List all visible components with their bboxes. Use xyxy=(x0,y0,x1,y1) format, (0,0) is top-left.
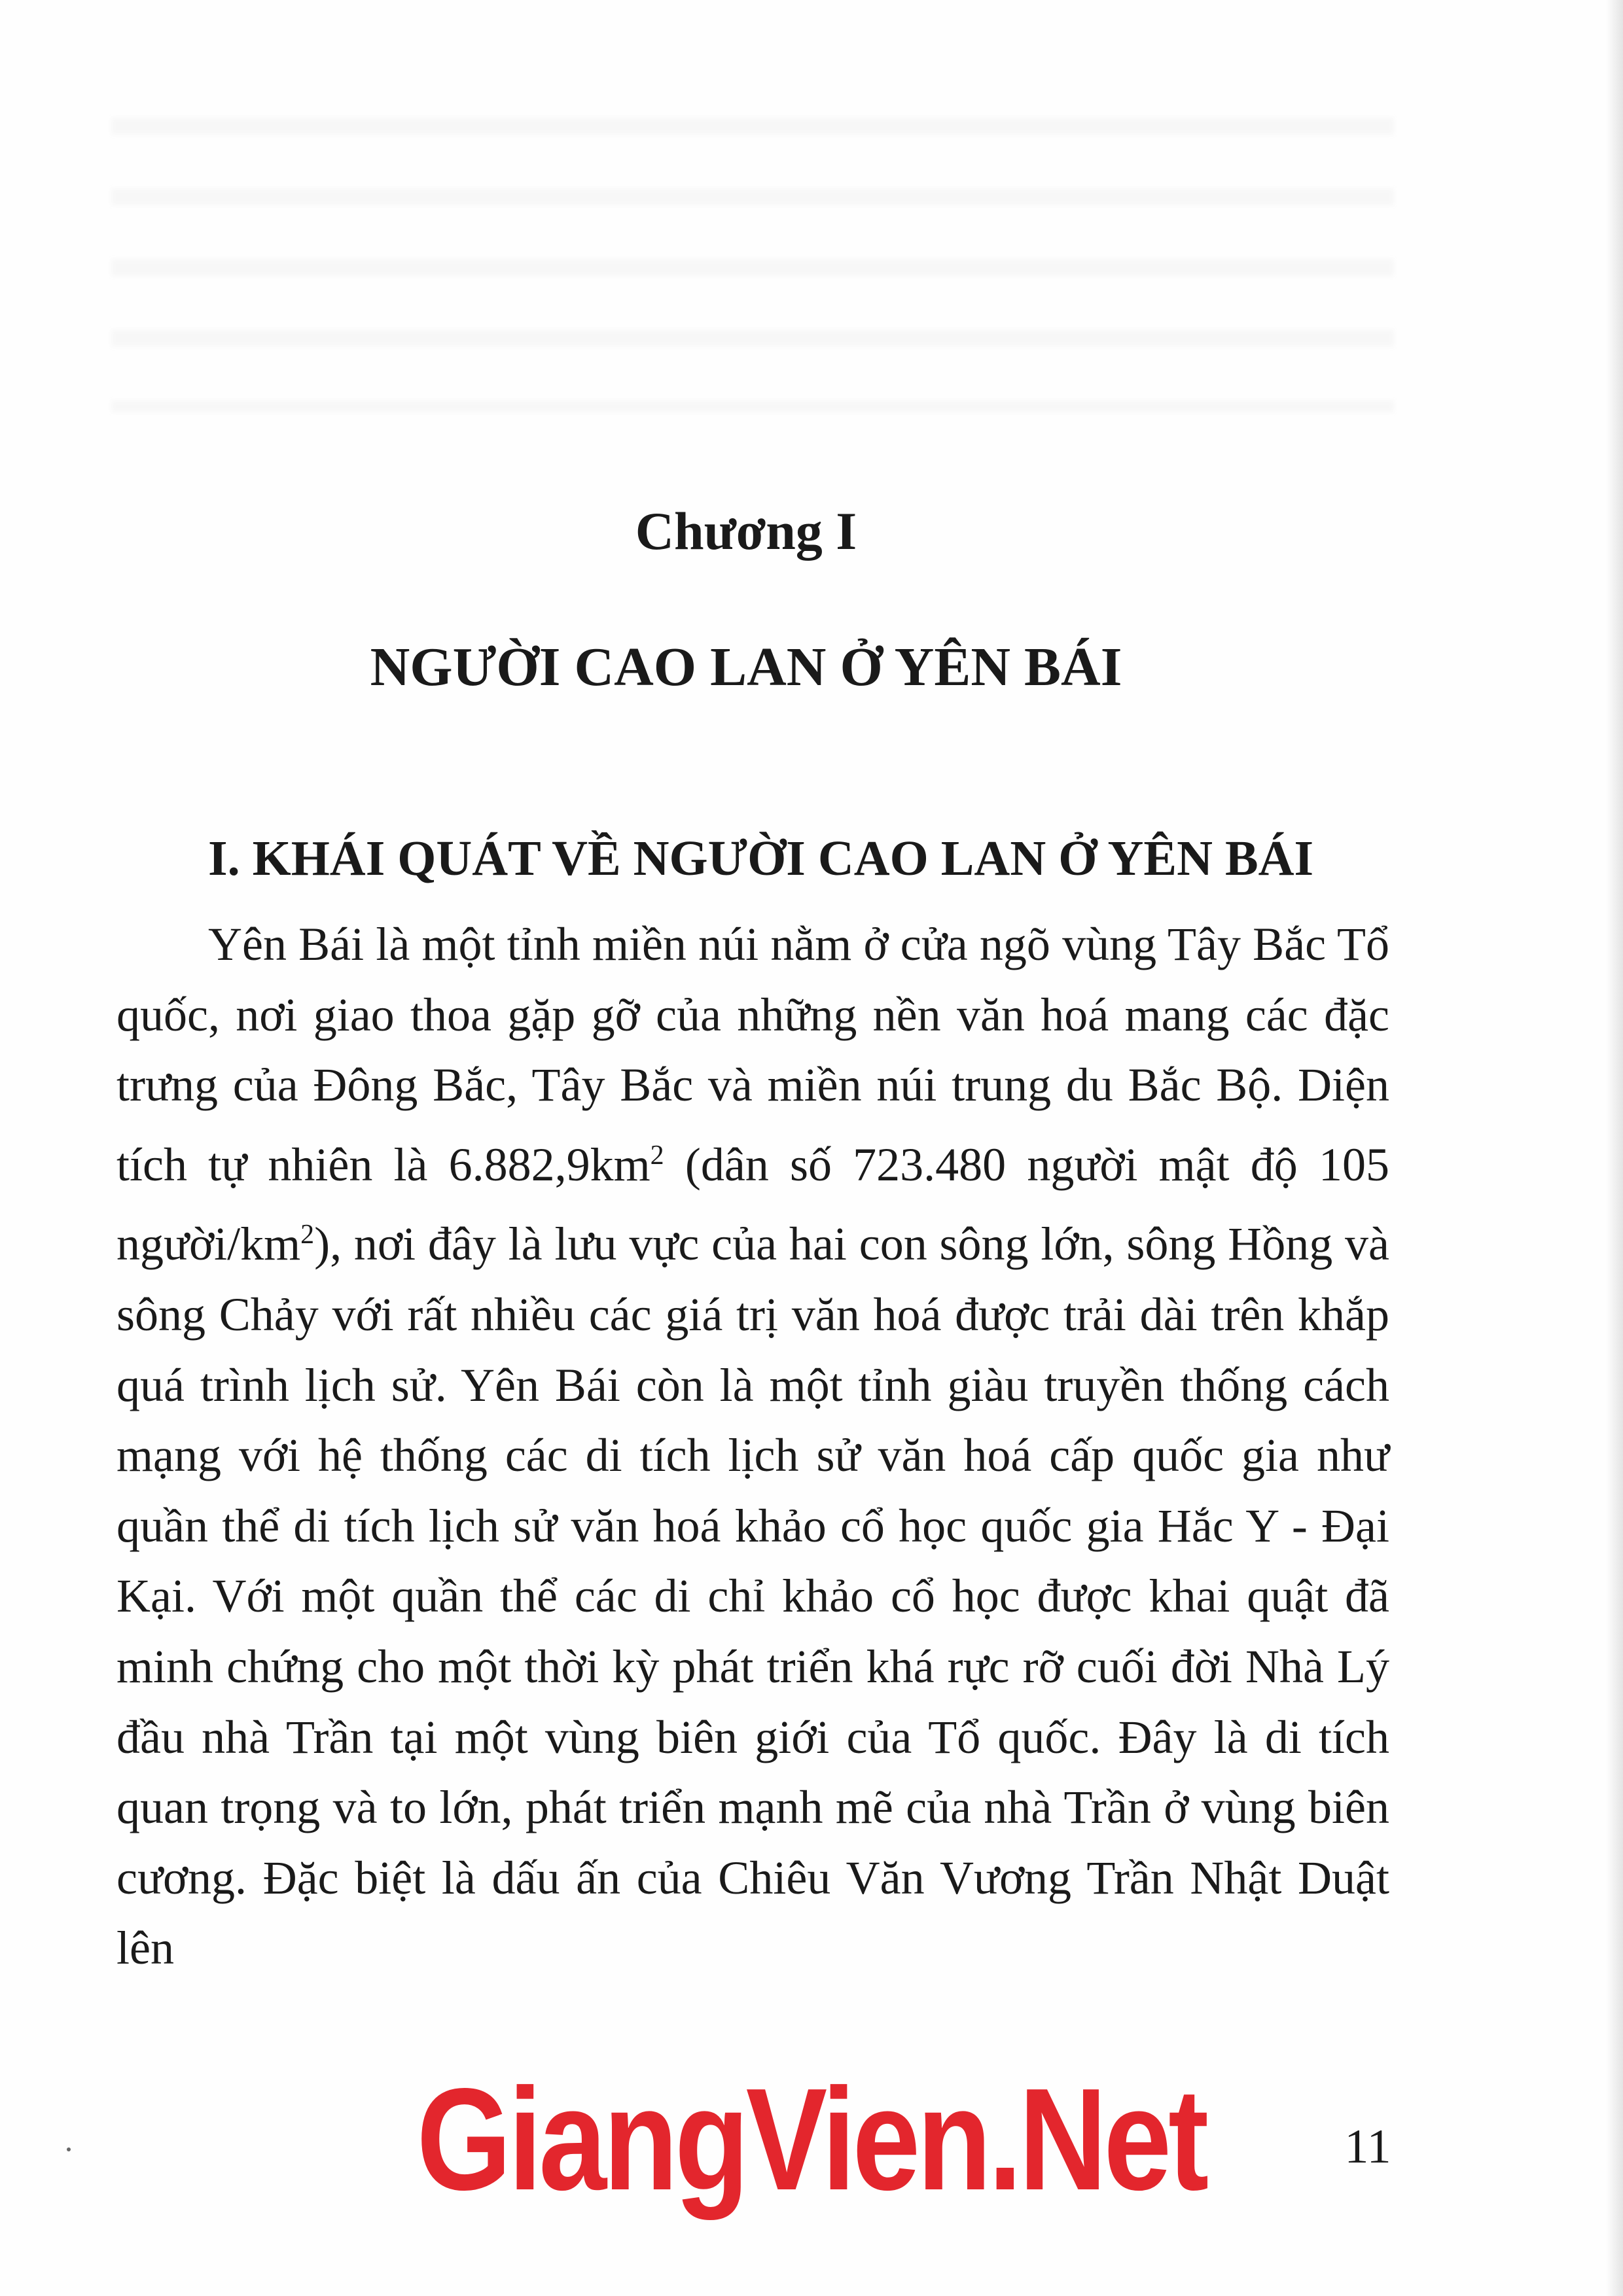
section-heading: I. KHÁI QUÁT VỀ NGƯỜI CAO LAN Ở YÊN BÁI xyxy=(208,831,1314,886)
scan-speck xyxy=(67,2147,71,2151)
page-number: 11 xyxy=(1344,2120,1391,2174)
watermark-logo: GiangVien.Net xyxy=(416,2058,1206,2221)
paragraph-text-part-3: ), nơi đây là lưu vực của hai con sông lớn, sông Hồng và sông Chảy với rất nhiều các giá trị văn hoá được trải dài trên khắp quá trình lịch sử. Yên Bái còn là một tỉnh giàu truyền thống cách mạng với hệ thống các di tích lịch sử văn hoá cấp quốc gia như quần thể di tích lịch sử văn hoá khảo cổ học quốc gia Hắc Y - Đại Kại. Với một quần thể các di chỉ khảo cổ học được khai quật đã minh chứng cho một thời kỳ phát triển khá rực rỡ cuối đời Nhà Lý đầu nhà Trần tại một vùng biên giới của Tổ quốc. Đây là di tích quan trọng và to lớn, phát triển mạnh mẽ của nhà Trần ở vùng biên cương. Đặc biệt là dấu ấn của Chiêu Văn Vương Trần Nhật Duật lên xyxy=(116,1218,1389,1975)
paragraph-text-part-1: Yên Bái là một tỉnh miền núi nằm ở cửa ngõ vùng Tây Bắc Tổ quốc, nơi giao thoa gặp gỡ của những nền văn hoá mang các đặc trưng của Đông Bắc, Tây Bắc và miền núi trung du Bắc Bộ. Diện tích tự nhiên là 6.882,9km xyxy=(116,918,1389,1191)
chapter-title: NGƯỜI CAO LAN Ở YÊN BÁI xyxy=(370,637,1122,698)
paragraph-text-part-2: (dân số 723.480 người mật độ 105 người/km xyxy=(116,1138,1389,1271)
show-through-texture xyxy=(111,72,1394,412)
chapter-label: Chương I xyxy=(635,501,857,561)
body-paragraph xyxy=(116,910,1389,1984)
superscript-2: 2 xyxy=(300,1220,315,1250)
page-edge-shadow xyxy=(1606,0,1623,2296)
superscript-2: 2 xyxy=(650,1140,664,1171)
